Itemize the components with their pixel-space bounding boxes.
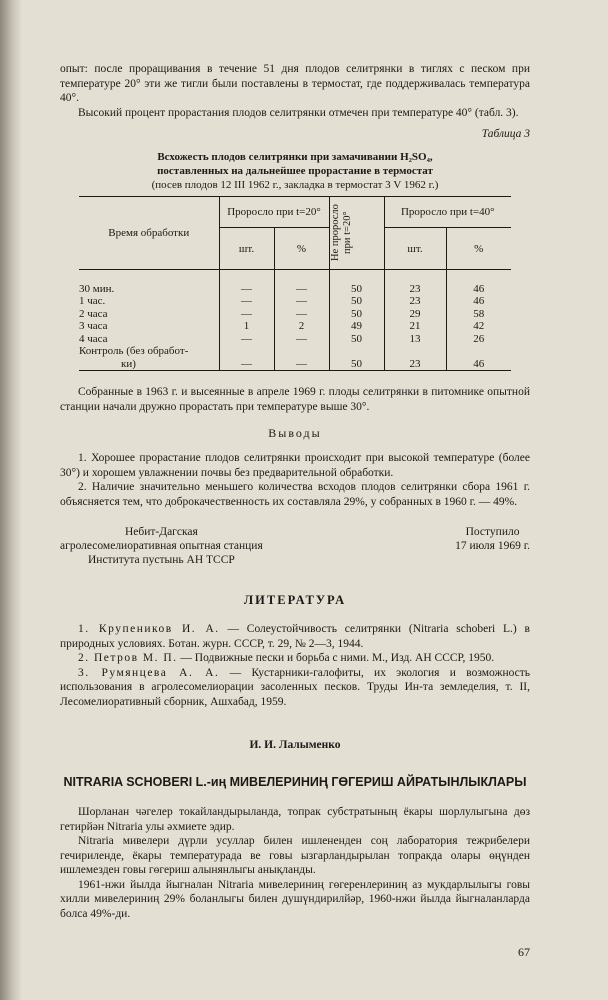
col-header-20: Проросло при t=20° bbox=[219, 197, 329, 228]
after-table-paragraph: Собранные в 1963 г. и высеянные в апреле 1969 г. плоды селитрянки в питомнике опытной станции начали дружно прорастать при температуре выше 30°. bbox=[60, 386, 530, 413]
table-row-control-values: ки) — — 50 23 46 bbox=[79, 358, 511, 371]
table-row: 4 часа — — 50 13 26 bbox=[79, 332, 485, 345]
germination-table bbox=[79, 196, 511, 371]
table-row: 2 часа — — 50 29 58 bbox=[79, 307, 485, 320]
org-line-1: Небит-Дагская bbox=[124, 526, 198, 538]
received-label: Поступило bbox=[465, 526, 520, 538]
col-header-pct-40: % bbox=[446, 228, 511, 270]
table-title-line-1: Всхожесть плодов селитрянки при замачивании H₂SO₄, bbox=[157, 151, 433, 163]
reference-3: 3. Румянцева А. А. — Кустарники-галофиты, их экология и возможность использования в агролесомелиорации засоленных песков. Труды Ин-та земледелия, т. II, Лесомелиоративный сборник, Ашхабад, 1959. bbox=[60, 666, 531, 708]
summary-paragraph-1: Шорланан чәгелер токайландырыланда, топрак субстратының ёкары шорлулыгына дөз гетирйән Nitraria улы әхмиете эдир. bbox=[60, 806, 530, 833]
reference-1: 1. Крупеников И. А. — Солеустойчивость селитрянки (Nitraria schoberi L.) в природных условиях. Ботан. журн. СССР, т. 29, № 2—3, 1944. bbox=[60, 623, 530, 650]
binding-shadow bbox=[0, 0, 22, 1000]
intro-paragraph-1: опыт: после проращивания в течение 51 дня плодов селитрянки в тиглях с песком при температуре 20° эти же тигли были поставлены в термостат, где поддерживалась температура 40°. bbox=[60, 63, 530, 104]
table-row: 3 часа 1 2 49 21 42 bbox=[79, 320, 485, 332]
table-subtitle: (посев плодов 12 III 1962 г., закладка в термостат 3 V 1962 г.) bbox=[151, 179, 439, 191]
literature-heading: ЛИТЕРАТУРА bbox=[243, 593, 347, 607]
conclusion-1: 1. Хорошее прорастание плодов селитрянки происходит при высокой температуре (более 30°) и хорошем увлажнении почвы без предварительной обработки. bbox=[60, 452, 530, 479]
table-caption: Таблица 3 bbox=[481, 128, 530, 140]
summary-paragraph-2: Nitraria мивелери дүрли усуллар билен ишлененден соң лаборатория тежрибелери гечириленде, ёкары температурада ве говы ызгарландырылан топракда олары өңүнден ишлемезден говы гөгериш алынянлыгы анықланды. bbox=[60, 835, 530, 876]
summary-paragraph-3: 1961-нжи йылда йыгналан Nitraria мивелериниң гөгеренлериниң аз мукдарлылыгы говы хилли мивелериниң 29% боланлыгы билен душүндирилйәр, 1960-нжи йылда йыгналанларда болса 49%-ди. bbox=[60, 878, 530, 920]
reference-2: 2. Петров М. П. — Подвижные пески и борьба с ними. М., Изд. АН СССР, 1950. bbox=[78, 652, 495, 664]
summary-title: NITRARIA SCHOBERI L.-иң МИВЕЛЕРИНИҢ ГӨГЕРИШ АЙРАТЫНЛЫКЛАРЫ bbox=[63, 775, 527, 789]
content-column bbox=[60, 62, 530, 921]
org-line-3: Института пустынь АН ТССР bbox=[87, 554, 235, 566]
signature-block bbox=[60, 525, 530, 567]
page-number: 67 bbox=[518, 945, 530, 959]
col-header-40: Проросло при t=40° bbox=[384, 197, 511, 228]
conclusions-heading: Выводы bbox=[268, 426, 322, 440]
col-header-pct-20: % bbox=[274, 228, 329, 270]
summary-author: И. И. Лалыменко bbox=[249, 739, 341, 751]
table-row-control: Контроль (без обработ- bbox=[79, 345, 511, 358]
col-header-time: Время обработки bbox=[79, 197, 219, 270]
intro-paragraph-2: Высокий процент прорастания плодов селитрянки отмечен при температуре 40° (табл. 3). bbox=[78, 106, 519, 119]
table-row: 1 час. — — 50 23 46 bbox=[79, 295, 485, 307]
col-header-pcs-20: шт. bbox=[219, 228, 274, 270]
col-header-pcs-40: шт. bbox=[384, 228, 446, 270]
col-header-not-sprouted: Не проросло при t=20° bbox=[329, 197, 384, 270]
table-title-line-2: поставленных на дальнейшее прорастание в термостат bbox=[157, 165, 433, 177]
table-row: 30 мин. — — 50 23 46 bbox=[79, 282, 485, 295]
conclusion-2: 2. Наличие значительно меньшего количества всходов плодов селитрянки сбора 1961 г. объясняется тем, что доброкачественность их составляла 29%, у собранных в 1960 г. — 49%. bbox=[60, 481, 530, 508]
received-date: 17 июля 1969 г. bbox=[455, 540, 530, 552]
org-line-2: агролесомелиоративная опытная станция bbox=[60, 540, 263, 552]
